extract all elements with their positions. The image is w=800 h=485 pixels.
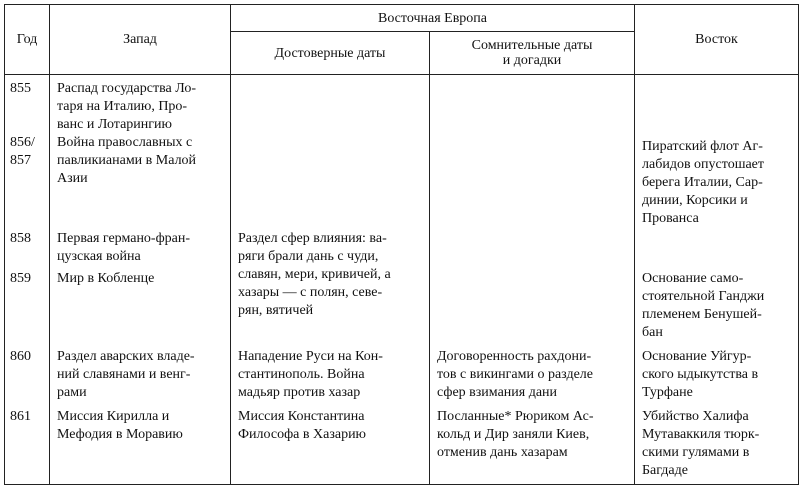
west-line: рами bbox=[57, 385, 87, 400]
east-line: ского ыдыкутства в bbox=[642, 367, 759, 382]
east-line: Мутаваккиля тюрк- bbox=[642, 427, 760, 442]
doubtful-line: тов с викингами о разделе bbox=[437, 367, 593, 382]
reliable-cell bbox=[231, 408, 430, 484]
east-line: стоятельной Ганджи bbox=[642, 289, 765, 304]
east-line: лабидов опустошает bbox=[642, 157, 765, 172]
header-east: Восток bbox=[635, 5, 799, 75]
header-year: Год bbox=[5, 5, 50, 75]
west-cell bbox=[50, 230, 231, 270]
east-line: Основание Уйгур- bbox=[642, 349, 752, 364]
west-line: Миссия Кирилла и bbox=[57, 409, 170, 424]
west-line: Война православных с bbox=[57, 135, 193, 150]
east-cell bbox=[635, 348, 799, 408]
reliable-line: рян, вятичей bbox=[238, 303, 314, 318]
header-doubtful-dates bbox=[430, 32, 635, 75]
east-line: Багдаде bbox=[642, 463, 688, 478]
doubtful-cell bbox=[430, 75, 635, 135]
west-cell bbox=[50, 408, 231, 484]
chronology-table bbox=[4, 4, 799, 485]
table-body bbox=[5, 75, 799, 485]
table-row bbox=[5, 134, 799, 230]
table-row bbox=[5, 230, 799, 270]
east-line: динии, Корсики и bbox=[642, 193, 748, 208]
west-cell bbox=[50, 75, 231, 135]
east-line: скими гулямами в bbox=[642, 445, 750, 460]
east-line: берега Италии, Сар- bbox=[642, 175, 763, 190]
west-line: Первая германо-фран- bbox=[57, 231, 191, 246]
year-value: 860 bbox=[10, 349, 31, 364]
west-cell bbox=[50, 270, 231, 348]
year-value: 859 bbox=[10, 271, 31, 286]
reliable-cell bbox=[231, 230, 430, 348]
reliable-line: Философа в Хазарию bbox=[238, 427, 367, 442]
reliable-cell bbox=[231, 348, 430, 408]
year-cell bbox=[5, 270, 50, 348]
year-cell bbox=[5, 134, 50, 230]
year-cell bbox=[5, 348, 50, 408]
reliable-cell bbox=[231, 75, 430, 135]
reliable-line: Миссия Константина bbox=[238, 409, 365, 424]
doubtful-line: кольд и Дир заняли Киев, bbox=[437, 427, 590, 442]
east-line: Пиратский флот Аг- bbox=[642, 139, 763, 154]
doubtful-cell bbox=[430, 408, 635, 484]
west-line: павликианами в Малой bbox=[57, 153, 197, 168]
west-line: ванс и Лотарингию bbox=[57, 117, 172, 132]
east-line: Убийство Халифа bbox=[642, 409, 749, 424]
chronology-page bbox=[4, 4, 798, 476]
west-line: Распад государства Ло- bbox=[57, 81, 197, 96]
doubtful-cell bbox=[430, 134, 635, 230]
west-line: ний славянами и венг- bbox=[57, 367, 191, 382]
year-value: 861 bbox=[10, 409, 31, 424]
table-row bbox=[5, 75, 799, 135]
header-west: Запад bbox=[50, 5, 231, 75]
east-cell bbox=[635, 270, 799, 348]
reliable-line: Раздел сфер влияния: ва- bbox=[238, 231, 387, 246]
east-cell bbox=[635, 408, 799, 484]
west-line: таря на Италию, Про- bbox=[57, 99, 188, 114]
east-cell bbox=[635, 134, 799, 230]
east-line: бан bbox=[642, 325, 663, 340]
year-cell bbox=[5, 75, 50, 135]
east-line: Турфане bbox=[642, 385, 693, 400]
year-cell bbox=[5, 408, 50, 484]
reliable-cell bbox=[231, 134, 430, 230]
reliable-line: ряги брали дань с чуди, bbox=[238, 249, 379, 264]
year-value-continued: 857 bbox=[10, 153, 31, 168]
west-cell bbox=[50, 134, 231, 230]
east-cell bbox=[635, 230, 799, 270]
doubtful-line: отменив дань хазарам bbox=[437, 445, 568, 460]
west-line: Азии bbox=[57, 171, 88, 186]
reliable-line: Нападение Руси на Кон- bbox=[238, 349, 383, 364]
reliable-line: стантинополь. Война bbox=[238, 367, 365, 382]
header-reliable-dates: Достоверные даты bbox=[231, 32, 430, 75]
doubtful-line: Договоренность рахдони- bbox=[437, 349, 592, 364]
doubtful-cell bbox=[430, 270, 635, 348]
reliable-line: хазары — с полян, севе- bbox=[238, 285, 383, 300]
west-cell bbox=[50, 348, 231, 408]
header-doubtful-line1: Сомнительные даты bbox=[471, 38, 593, 53]
doubtful-line: Посланные* Рюриком Ас- bbox=[437, 409, 594, 424]
west-line: Мир в Кобленце bbox=[57, 271, 155, 286]
east-line: племенем Бенушей- bbox=[642, 307, 762, 322]
west-line: цузская война bbox=[57, 249, 141, 264]
doubtful-cell bbox=[430, 348, 635, 408]
year-value: 856/ bbox=[10, 135, 35, 150]
reliable-line: славян, мери, кривичей, а bbox=[238, 267, 391, 282]
year-value: 858 bbox=[10, 231, 31, 246]
east-line: Основание само- bbox=[642, 271, 744, 286]
header-doubtful-line2: и догадки bbox=[502, 53, 562, 68]
east-cell bbox=[635, 75, 799, 135]
east-line: Прованса bbox=[642, 211, 699, 226]
doubtful-line: сфер взимания дани bbox=[437, 385, 558, 400]
year-value: 855 bbox=[10, 81, 31, 96]
header-east-europe: Восточная Европа bbox=[231, 5, 635, 32]
table-row bbox=[5, 348, 799, 408]
doubtful-cell bbox=[430, 230, 635, 270]
year-cell bbox=[5, 230, 50, 270]
reliable-line: мадьяр против хазар bbox=[238, 385, 361, 400]
west-line: Мефодия в Моравию bbox=[57, 427, 183, 442]
table-row bbox=[5, 408, 799, 484]
west-line: Раздел аварских владе- bbox=[57, 349, 195, 364]
